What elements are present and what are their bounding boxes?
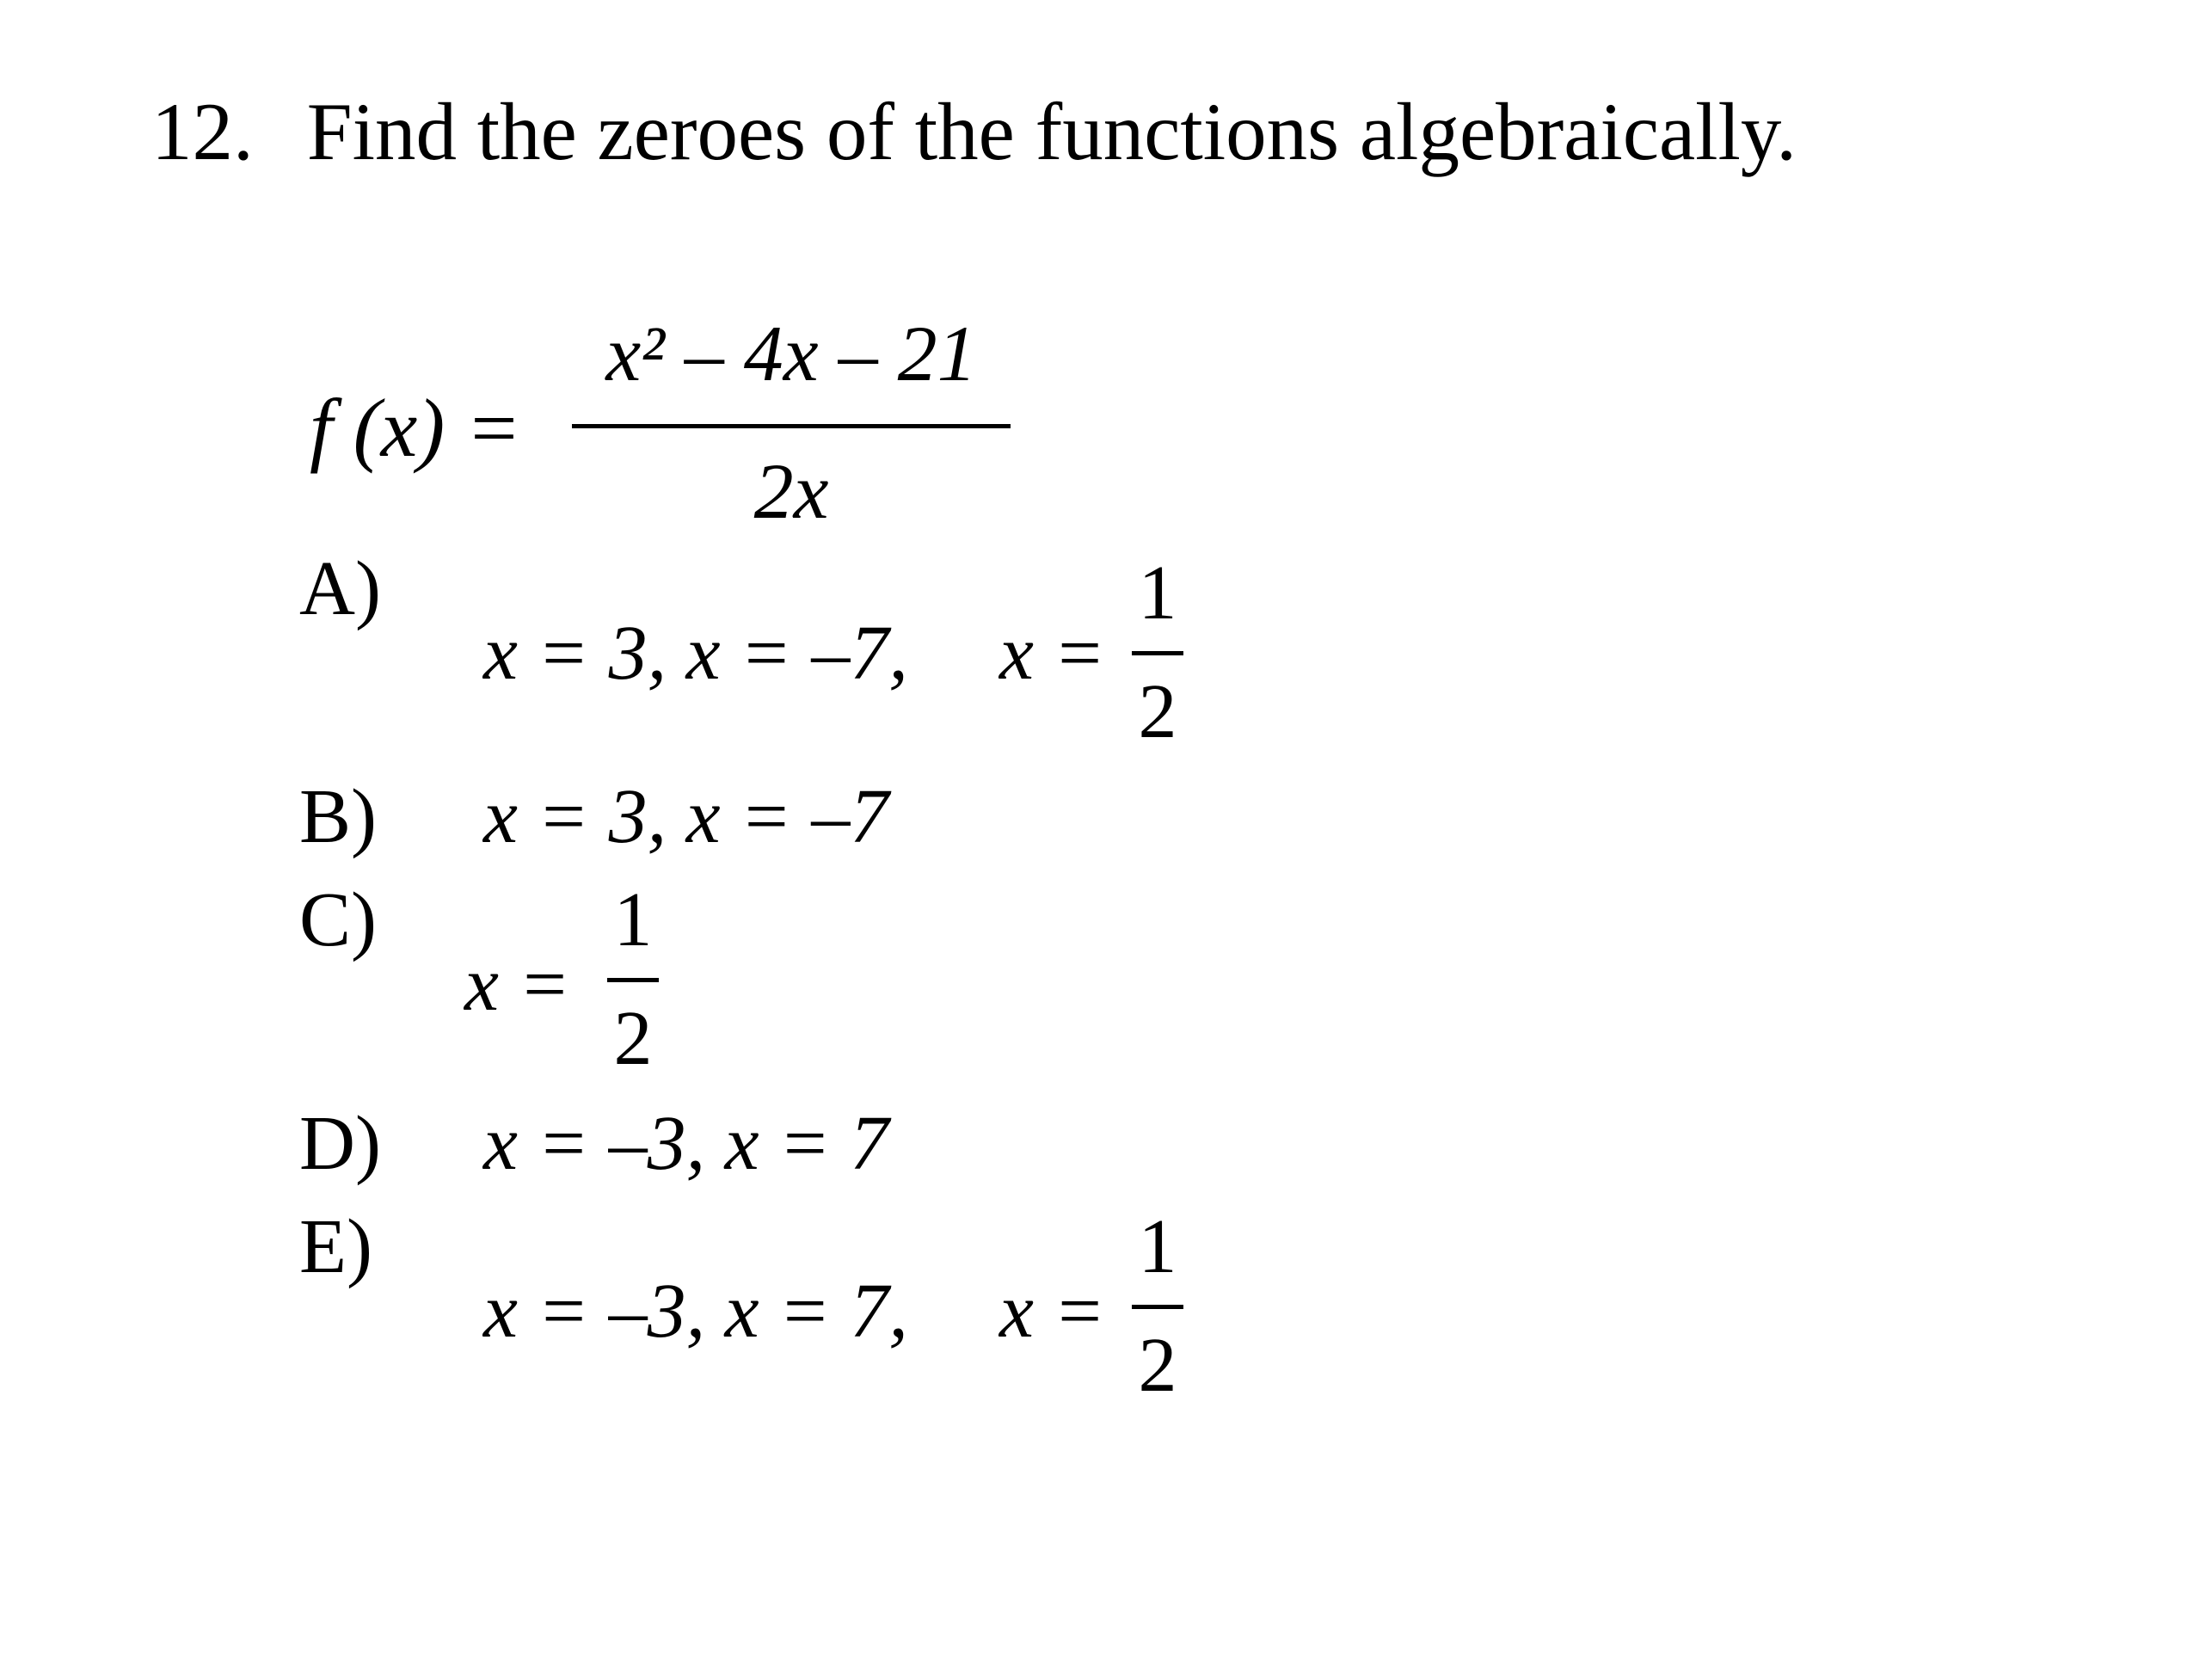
option-label: A): [299, 546, 381, 631]
option-label: E): [299, 1204, 372, 1289]
option-fraction-lhs: x =: [464, 942, 571, 1027]
option-expression: x = 3, x = –7,: [483, 611, 908, 696]
fraction-denominator: 2: [1138, 1323, 1177, 1408]
fraction-bar: [607, 978, 659, 982]
question-number: 12.: [151, 86, 254, 177]
option-expression: x = –3, x = 7: [483, 1101, 889, 1186]
option-expression: x = –3, x = 7,: [483, 1269, 908, 1354]
fraction-bar: [572, 424, 1011, 428]
fraction-numerator: 1: [1138, 1204, 1177, 1289]
option-label: D): [299, 1101, 381, 1186]
function-fraction: [572, 310, 1011, 535]
question-heading: [151, 86, 1797, 177]
option-label: C): [299, 877, 377, 962]
fraction-bar: [1132, 1305, 1183, 1309]
fraction-bar: [1132, 651, 1183, 655]
function-lhs: f (x) =: [310, 382, 521, 474]
function-numerator: x² – 4x – 21: [605, 310, 977, 397]
option-fraction-lhs: x =: [999, 611, 1106, 696]
function-denominator: 2x: [753, 447, 829, 535]
option-fraction: [1132, 550, 1183, 754]
fraction-denominator: 2: [1138, 669, 1177, 754]
option-fraction-lhs: x =: [999, 1269, 1106, 1354]
option-fraction: [607, 877, 659, 1081]
fraction-denominator: 2: [613, 996, 653, 1081]
fraction-numerator: 1: [1138, 550, 1177, 636]
option-expression: x = 3, x = –7: [483, 774, 889, 859]
question-text: Find the zeroes of the functions algebraically.: [306, 86, 1797, 177]
option-label: B): [299, 774, 377, 859]
fraction-numerator: 1: [613, 877, 653, 962]
option-fraction: [1132, 1204, 1183, 1408]
